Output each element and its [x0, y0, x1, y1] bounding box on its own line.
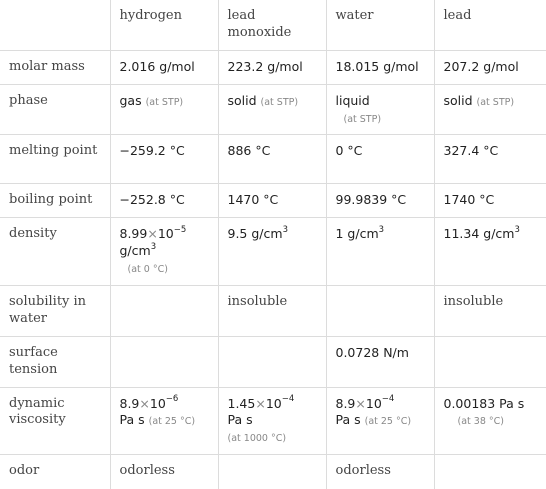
column-header: lead monoxide	[218, 0, 326, 50]
row-label: dynamic viscosity	[0, 387, 110, 455]
condition-note: (at 25 °C)	[364, 416, 412, 428]
table-cell	[326, 285, 434, 336]
row-label: molar mass	[0, 50, 110, 84]
table-cell	[326, 455, 434, 489]
table-cell	[434, 184, 546, 218]
cell-value: odorless	[335, 463, 391, 479]
cell-value: solid	[443, 92, 473, 108]
cell-value: 99.9839 °C	[335, 192, 407, 208]
value-unit: Pa s	[335, 412, 361, 428]
cell-value: liquid	[335, 92, 370, 108]
table-cell	[218, 184, 326, 218]
value-mantissa: 8.9	[119, 395, 140, 411]
table-cell	[434, 455, 546, 489]
table-row	[0, 285, 546, 336]
cell-value: insoluble	[227, 293, 288, 309]
table-cell	[110, 336, 218, 387]
cell-value: insoluble	[443, 293, 504, 309]
row-label: phase	[0, 84, 110, 135]
cell-value: 9.5 g/cm	[227, 226, 283, 242]
cell-value: odorless	[119, 463, 175, 479]
cell-value: 2.016 g/mol	[119, 58, 195, 74]
table-cell	[434, 336, 546, 387]
table-row	[0, 218, 546, 286]
table-cell	[218, 285, 326, 336]
cell-value: 0.00183 Pa s	[443, 395, 525, 411]
power-base: 10	[149, 395, 166, 411]
table-cell	[434, 84, 546, 135]
table-cell	[110, 218, 218, 286]
corner-cell	[0, 0, 110, 50]
condition-note: (at STP)	[260, 96, 299, 108]
value-exponent: −6	[165, 394, 179, 405]
condition-note: (at STP)	[145, 96, 184, 108]
row-label: melting point	[0, 135, 110, 184]
table-cell	[434, 285, 546, 336]
cell-value: 886 °C	[227, 143, 271, 159]
table-cell	[218, 84, 326, 135]
table-cell	[110, 50, 218, 84]
cell-value: 18.015 g/mol	[335, 58, 419, 74]
times-sign: ×	[355, 395, 366, 411]
times-sign: ×	[147, 226, 158, 242]
cell-value: 0.0728 N/m	[335, 344, 409, 360]
cell-value: −259.2 °C	[119, 143, 185, 159]
table-cell	[434, 387, 546, 455]
condition-note: (at STP)	[476, 96, 515, 108]
column-header: lead	[434, 0, 546, 50]
value-mantissa: 8.9	[335, 395, 356, 411]
condition-note: (at 1000 °C)	[227, 433, 287, 445]
table-cell	[110, 285, 218, 336]
value-exponent: −4	[281, 394, 295, 405]
value-unit: Pa s	[119, 412, 145, 428]
times-sign: ×	[255, 395, 266, 411]
value-exponent: −4	[381, 394, 395, 405]
cell-value: 207.2 g/mol	[443, 58, 519, 74]
cell-value: 327.4 °C	[443, 143, 499, 159]
table-cell	[110, 455, 218, 489]
table-cell	[326, 84, 434, 135]
times-sign: ×	[139, 395, 150, 411]
table-cell	[434, 50, 546, 84]
value-mantissa: 1.45	[227, 395, 256, 411]
table-cell	[326, 387, 434, 455]
table-cell	[218, 135, 326, 184]
cell-value: 1740 °C	[443, 192, 495, 208]
cell-value: 1470 °C	[227, 192, 279, 208]
condition-note: (at 38 °C)	[457, 416, 504, 428]
table-cell	[326, 184, 434, 218]
power-base: 10	[265, 395, 282, 411]
table-cell	[326, 135, 434, 184]
table-row	[0, 50, 546, 84]
column-header: hydrogen	[110, 0, 218, 50]
table-cell	[434, 218, 546, 286]
row-label: density	[0, 218, 110, 286]
cell-value: 11.34 g/cm	[443, 226, 515, 242]
cell-value: −252.8 °C	[119, 192, 185, 208]
table-cell	[110, 387, 218, 455]
value-unit: g/cm	[119, 243, 151, 259]
table-row	[0, 84, 546, 135]
table-row	[0, 455, 546, 489]
row-label: solubility in water	[0, 285, 110, 336]
table-row	[0, 135, 546, 184]
row-label: boiling point	[0, 184, 110, 218]
unit-exponent: 3	[378, 225, 385, 236]
header-row	[0, 0, 546, 50]
table-cell	[326, 218, 434, 286]
power-base: 10	[365, 395, 382, 411]
table-row	[0, 184, 546, 218]
table-cell	[110, 184, 218, 218]
condition-note: (at STP)	[343, 113, 382, 125]
cell-value: 0 °C	[335, 143, 363, 159]
table-row	[0, 336, 546, 387]
row-label: surface tension	[0, 336, 110, 387]
cell-value: gas	[119, 92, 142, 108]
unit-exponent: 3	[150, 242, 157, 253]
cell-value: 1 g/cm	[335, 226, 379, 242]
value-unit: Pa s	[227, 412, 253, 428]
table-cell	[434, 135, 546, 184]
table-cell	[326, 50, 434, 84]
value-exponent: −5	[173, 225, 187, 236]
table-cell	[218, 455, 326, 489]
table-cell	[110, 135, 218, 184]
column-header: water	[326, 0, 434, 50]
unit-exponent: 3	[282, 225, 288, 236]
condition-note: (at 0 °C)	[127, 264, 168, 276]
unit-exponent: 3	[514, 225, 520, 236]
table-cell	[218, 387, 326, 455]
table-cell	[218, 336, 326, 387]
condition-note: (at 25 °C)	[148, 416, 196, 428]
table-cell	[218, 50, 326, 84]
table-cell	[326, 336, 434, 387]
value-mantissa: 8.99	[119, 226, 148, 242]
table-cell	[218, 218, 326, 286]
power-base: 10	[157, 226, 174, 242]
row-label: odor	[0, 455, 110, 489]
table-cell	[110, 84, 218, 135]
cell-value: solid	[227, 92, 257, 108]
cell-value: 223.2 g/mol	[227, 58, 303, 74]
table-row	[0, 387, 546, 455]
